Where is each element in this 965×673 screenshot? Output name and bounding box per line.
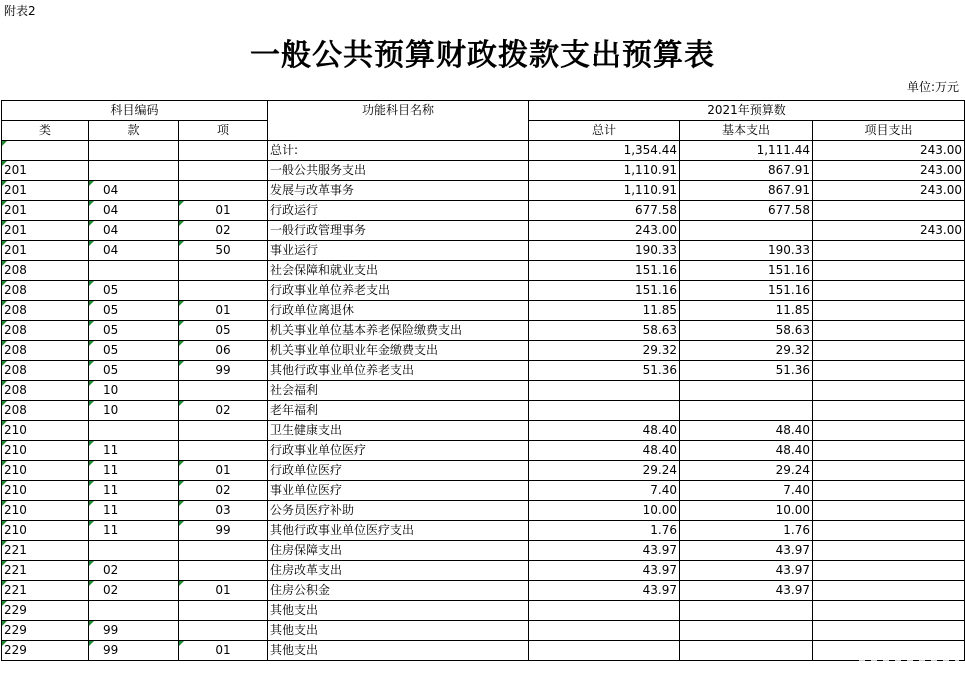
cell-xiang[interactable]: 01	[179, 581, 268, 601]
cell-function-name[interactable]: 行政单位医疗	[268, 461, 529, 481]
cell-lei[interactable]: 208	[2, 281, 89, 301]
cell-xiang[interactable]: 99	[179, 521, 268, 541]
cell-lei[interactable]: 208	[2, 341, 89, 361]
cell-project[interactable]: 243.00	[813, 181, 965, 201]
cell-lei[interactable]: 210	[2, 481, 89, 501]
table-row	[2, 381, 965, 401]
cell-project[interactable]	[813, 521, 965, 541]
cell-kuan[interactable]: 05	[89, 321, 179, 341]
cell-total[interactable]	[529, 641, 680, 661]
cell-kuan[interactable]: 11	[89, 521, 179, 541]
table-row	[2, 241, 965, 261]
cell-total[interactable]: 48.40	[529, 421, 680, 441]
page-title: 一般公共预算财政拨款支出预算表	[250, 38, 715, 73]
cell-basic[interactable]: 7.40	[680, 481, 813, 501]
table-row	[2, 341, 965, 361]
cell-lei[interactable]: 229	[2, 641, 89, 661]
cell-function-name[interactable]: 行政运行	[268, 201, 529, 221]
cell-lei[interactable]: 201	[2, 181, 89, 201]
cell-total[interactable]: 151.16	[529, 281, 680, 301]
cell-function-name[interactable]: 发展与改革事务	[268, 181, 529, 201]
cell-xiang[interactable]: 02	[179, 481, 268, 501]
cell-xiang[interactable]	[179, 381, 268, 401]
cell-lei[interactable]: 229	[2, 601, 89, 621]
cell-project[interactable]	[813, 361, 965, 381]
cell-function-name[interactable]: 总计:	[268, 141, 529, 161]
cell-kuan[interactable]: 05	[89, 361, 179, 381]
cell-total[interactable]: 43.97	[529, 581, 680, 601]
cell-xiang[interactable]: 03	[179, 501, 268, 521]
cell-function-name[interactable]: 一般行政管理事务	[268, 221, 529, 241]
cell-xiang[interactable]	[179, 421, 268, 441]
cell-basic[interactable]: 29.32	[680, 341, 813, 361]
cell-basic[interactable]: 867.91	[680, 181, 813, 201]
table-row	[2, 281, 965, 301]
cell-basic[interactable]: 51.36	[680, 361, 813, 381]
header-xiang: 项	[179, 121, 268, 141]
cell-basic[interactable]: 1.76	[680, 521, 813, 541]
cell-project[interactable]	[813, 641, 965, 661]
cell-basic[interactable]: 43.97	[680, 581, 813, 601]
budget-table	[1, 100, 965, 661]
cell-lei[interactable]: 210	[2, 461, 89, 481]
cell-function-name[interactable]: 行政单位离退休	[268, 301, 529, 321]
cell-lei[interactable]: 210	[2, 521, 89, 541]
cell-project[interactable]	[813, 301, 965, 321]
cell-basic[interactable]: 43.97	[680, 541, 813, 561]
cell-xiang[interactable]: 01	[179, 201, 268, 221]
cell-lei[interactable]: 201	[2, 201, 89, 221]
header-subject-code: 科目编码	[2, 101, 268, 121]
table-row	[2, 361, 965, 381]
cell-basic[interactable]	[680, 621, 813, 641]
cell-project[interactable]	[813, 421, 965, 441]
cell-basic[interactable]: 1,111.44	[680, 141, 813, 161]
cell-lei[interactable]: 229	[2, 621, 89, 641]
cell-kuan[interactable]: 02	[89, 581, 179, 601]
cell-kuan[interactable]	[89, 161, 179, 181]
cell-project[interactable]	[813, 341, 965, 361]
cell-xiang[interactable]: 05	[179, 321, 268, 341]
header-basic: 基本支出	[680, 121, 813, 141]
table-row	[2, 181, 965, 201]
cell-kuan[interactable]: 99	[89, 641, 179, 661]
cell-project[interactable]: 243.00	[813, 141, 965, 161]
cell-kuan[interactable]: 11	[89, 481, 179, 501]
cell-function-name[interactable]: 机关事业单位基本养老保险缴费支出	[268, 321, 529, 341]
cell-basic[interactable]: 48.40	[680, 421, 813, 441]
cell-total[interactable]: 1,354.44	[529, 141, 680, 161]
cell-total[interactable]: 1.76	[529, 521, 680, 541]
cell-kuan[interactable]: 10	[89, 381, 179, 401]
cell-kuan[interactable]: 04	[89, 241, 179, 261]
cell-project[interactable]	[813, 601, 965, 621]
cell-xiang[interactable]	[179, 621, 268, 641]
cell-basic[interactable]: 58.63	[680, 321, 813, 341]
cell-total[interactable]: 1,110.91	[529, 181, 680, 201]
header-project: 项目支出	[813, 121, 965, 141]
cell-total[interactable]	[529, 401, 680, 421]
cell-total[interactable]: 29.24	[529, 461, 680, 481]
cell-function-name[interactable]: 老年福利	[268, 401, 529, 421]
table-row	[2, 301, 965, 321]
cell-total[interactable]: 151.16	[529, 261, 680, 281]
cell-kuan[interactable]: 99	[89, 621, 179, 641]
attachment-label: 附表2	[4, 4, 36, 18]
cell-basic[interactable]	[680, 601, 813, 621]
cell-function-name[interactable]: 一般公共服务支出	[268, 161, 529, 181]
cell-xiang[interactable]	[179, 541, 268, 561]
table-row	[2, 541, 965, 561]
cell-project[interactable]	[813, 581, 965, 601]
cell-project[interactable]	[813, 481, 965, 501]
table-row	[2, 501, 965, 521]
cell-total[interactable]: 29.32	[529, 341, 680, 361]
cell-xiang[interactable]: 01	[179, 641, 268, 661]
cell-kuan[interactable]	[89, 601, 179, 621]
cell-project[interactable]: 243.00	[813, 221, 965, 241]
cell-function-name[interactable]: 住房改革支出	[268, 561, 529, 581]
cell-xiang[interactable]	[179, 561, 268, 581]
header-row-1	[2, 101, 965, 121]
table-row	[2, 401, 965, 421]
cell-lei[interactable]: 208	[2, 261, 89, 281]
header-kuan: 款	[89, 121, 179, 141]
cell-lei[interactable]: 208	[2, 381, 89, 401]
cell-function-name[interactable]: 行政事业单位医疗	[268, 441, 529, 461]
cell-function-name[interactable]: 住房公积金	[268, 581, 529, 601]
cell-xiang[interactable]: 50	[179, 241, 268, 261]
cell-project[interactable]	[813, 241, 965, 261]
cell-lei[interactable]: 210	[2, 421, 89, 441]
cell-total[interactable]	[529, 381, 680, 401]
cell-lei[interactable]: 210	[2, 501, 89, 521]
cell-function-name[interactable]: 卫生健康支出	[268, 421, 529, 441]
table-row	[2, 441, 965, 461]
cell-kuan[interactable]: 02	[89, 561, 179, 581]
cell-function-name[interactable]: 事业运行	[268, 241, 529, 261]
cell-kuan[interactable]	[89, 141, 179, 161]
cell-kuan[interactable]	[89, 421, 179, 441]
cell-kuan[interactable]: 05	[89, 341, 179, 361]
cell-project[interactable]	[813, 561, 965, 581]
cell-total[interactable]	[529, 601, 680, 621]
cell-kuan[interactable]	[89, 541, 179, 561]
cell-function-name[interactable]: 事业单位医疗	[268, 481, 529, 501]
header-lei: 类	[2, 121, 89, 141]
cell-lei[interactable]: 208	[2, 321, 89, 341]
cell-basic[interactable]: 677.58	[680, 201, 813, 221]
cell-xiang[interactable]: 02	[179, 401, 268, 421]
table-row	[2, 221, 965, 241]
cell-kuan[interactable]: 05	[89, 281, 179, 301]
cell-kuan[interactable]: 10	[89, 401, 179, 421]
cell-total[interactable]: 58.63	[529, 321, 680, 341]
cell-xiang[interactable]	[179, 181, 268, 201]
cell-basic[interactable]	[680, 381, 813, 401]
header-budget-year: 2021年预算数	[529, 101, 965, 121]
cell-kuan[interactable]: 11	[89, 501, 179, 521]
cell-project[interactable]	[813, 321, 965, 341]
unit-label: 单位:万元	[906, 80, 959, 94]
cell-basic[interactable]: 29.24	[680, 461, 813, 481]
cell-project[interactable]	[813, 201, 965, 221]
cell-total[interactable]: 48.40	[529, 441, 680, 461]
cell-xiang[interactable]: 01	[179, 301, 268, 321]
cell-function-name[interactable]: 社会福利	[268, 381, 529, 401]
cell-lei[interactable]: 208	[2, 401, 89, 421]
cell-lei[interactable]: 221	[2, 561, 89, 581]
cell-lei[interactable]: 208	[2, 301, 89, 321]
cell-function-name[interactable]: 其他行政事业单位医疗支出	[268, 521, 529, 541]
cell-lei[interactable]: 201	[2, 241, 89, 261]
cell-xiang[interactable]: 06	[179, 341, 268, 361]
cell-basic[interactable]: 190.33	[680, 241, 813, 261]
cell-basic[interactable]: 48.40	[680, 441, 813, 461]
dotted-corner-mark	[859, 660, 959, 661]
table-row	[2, 141, 965, 161]
cell-xiang[interactable]	[179, 161, 268, 181]
table-row	[2, 621, 965, 641]
cell-xiang[interactable]: 01	[179, 461, 268, 481]
cell-total[interactable]: 43.97	[529, 541, 680, 561]
table-row	[2, 161, 965, 181]
cell-kuan[interactable]: 04	[89, 201, 179, 221]
cell-project[interactable]	[813, 501, 965, 521]
table-row	[2, 461, 965, 481]
header-total: 总计	[529, 121, 680, 141]
cell-project[interactable]	[813, 281, 965, 301]
cell-function-name[interactable]: 住房保障支出	[268, 541, 529, 561]
cell-total[interactable]: 7.40	[529, 481, 680, 501]
cell-basic[interactable]	[680, 641, 813, 661]
cell-total[interactable]: 677.58	[529, 201, 680, 221]
cell-lei[interactable]: 210	[2, 441, 89, 461]
cell-function-name[interactable]: 其他支出	[268, 601, 529, 621]
cell-project[interactable]	[813, 381, 965, 401]
cell-project[interactable]	[813, 461, 965, 481]
table-row	[2, 641, 965, 661]
table-row	[2, 261, 965, 281]
cell-lei[interactable]: 221	[2, 541, 89, 561]
cell-lei[interactable]: 221	[2, 581, 89, 601]
cell-xiang[interactable]	[179, 601, 268, 621]
cell-total[interactable]: 51.36	[529, 361, 680, 381]
cell-total[interactable]: 11.85	[529, 301, 680, 321]
cell-function-name[interactable]: 公务员医疗补助	[268, 501, 529, 521]
table-row	[2, 601, 965, 621]
cell-project[interactable]	[813, 261, 965, 281]
cell-xiang[interactable]: 99	[179, 361, 268, 381]
cell-lei[interactable]: 208	[2, 361, 89, 381]
cell-project[interactable]	[813, 441, 965, 461]
cell-basic[interactable]	[680, 401, 813, 421]
cell-xiang[interactable]	[179, 441, 268, 461]
cell-basic[interactable]: 151.16	[680, 261, 813, 281]
cell-project[interactable]: 243.00	[813, 161, 965, 181]
cell-lei[interactable]	[2, 141, 89, 161]
table-row	[2, 321, 965, 341]
cell-total[interactable]	[529, 621, 680, 641]
cell-function-name[interactable]: 其他行政事业单位养老支出	[268, 361, 529, 381]
cell-kuan[interactable]: 04	[89, 181, 179, 201]
cell-function-name[interactable]: 其他支出	[268, 641, 529, 661]
cell-project[interactable]	[813, 621, 965, 641]
cell-total[interactable]: 190.33	[529, 241, 680, 261]
cell-project[interactable]	[813, 401, 965, 421]
table-row	[2, 581, 965, 601]
cell-lei[interactable]: 201	[2, 221, 89, 241]
cell-total[interactable]: 43.97	[529, 561, 680, 581]
cell-total[interactable]: 1,110.91	[529, 161, 680, 181]
cell-function-name[interactable]: 其他支出	[268, 621, 529, 641]
cell-project[interactable]	[813, 541, 965, 561]
cell-xiang[interactable]	[179, 261, 268, 281]
cell-lei[interactable]: 201	[2, 161, 89, 181]
cell-kuan[interactable]: 04	[89, 221, 179, 241]
cell-basic[interactable]: 867.91	[680, 161, 813, 181]
cell-basic[interactable]	[680, 221, 813, 241]
cell-total[interactable]: 243.00	[529, 221, 680, 241]
cell-function-name[interactable]: 社会保障和就业支出	[268, 261, 529, 281]
table-row	[2, 521, 965, 541]
cell-function-name[interactable]: 行政事业单位养老支出	[268, 281, 529, 301]
cell-function-name[interactable]: 机关事业单位职业年金缴费支出	[268, 341, 529, 361]
cell-xiang[interactable]: 02	[179, 221, 268, 241]
cell-kuan[interactable]: 05	[89, 301, 179, 321]
cell-kuan[interactable]: 11	[89, 441, 179, 461]
cell-kuan[interactable]: 11	[89, 461, 179, 481]
cell-basic[interactable]: 10.00	[680, 501, 813, 521]
cell-basic[interactable]: 11.85	[680, 301, 813, 321]
header-function-name: 功能科目名称	[268, 101, 529, 141]
cell-basic[interactable]: 151.16	[680, 281, 813, 301]
cell-xiang[interactable]	[179, 281, 268, 301]
table-row	[2, 201, 965, 221]
cell-xiang[interactable]	[179, 141, 268, 161]
table-row	[2, 481, 965, 501]
cell-kuan[interactable]	[89, 261, 179, 281]
cell-total[interactable]: 10.00	[529, 501, 680, 521]
table-row	[2, 561, 965, 581]
table-row	[2, 421, 965, 441]
cell-basic[interactable]: 43.97	[680, 561, 813, 581]
